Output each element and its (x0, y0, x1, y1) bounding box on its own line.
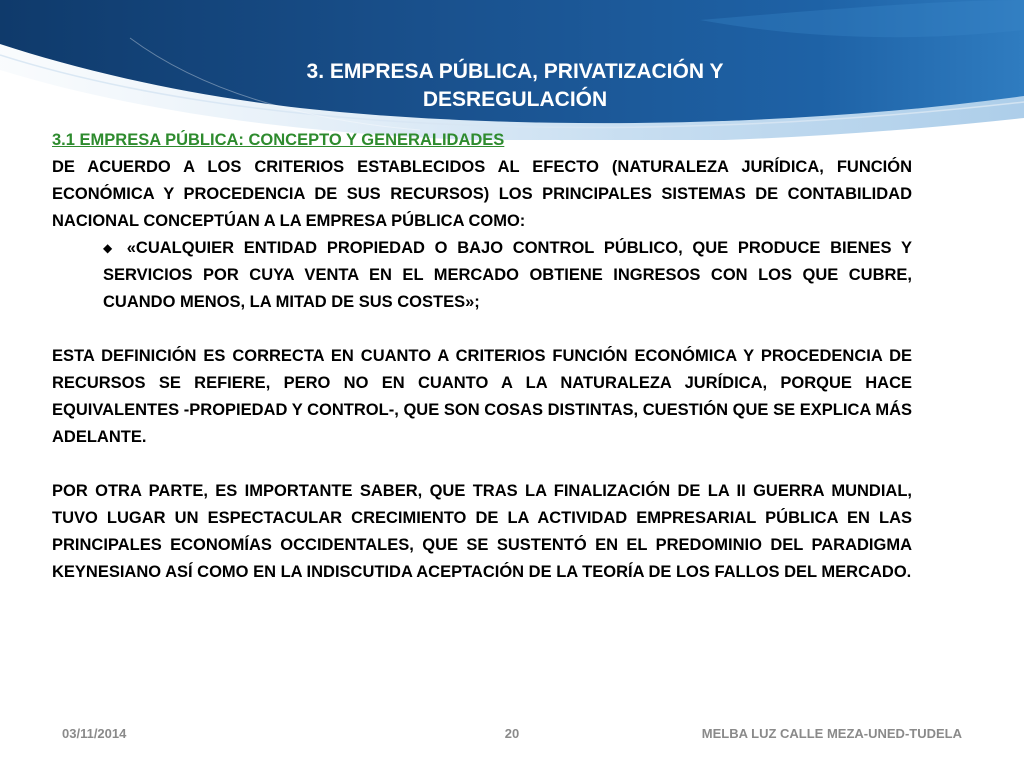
diamond-bullet-icon: ◆ (103, 241, 113, 255)
spacer (52, 316, 912, 343)
slide-title (200, 58, 830, 114)
spacer (52, 451, 912, 478)
footer-author: MELBA LUZ CALLE MEZA-UNED-TUDELA (701, 726, 962, 741)
paragraph-definition-intro: DE ACUERDO A LOS CRITERIOS ESTABLECIDOS AL EFECTO (NATURALEZA JURÍDICA, FUNCIÓN ECONÓMICA Y PROCEDENCIA DE SUS RECURSOS) LOS PRINCIPALES SISTEMAS DE CONTABILIDAD NACIONAL CONCEPTÚAN A LA EMPRESA PÚBLICA COMO: (52, 158, 912, 230)
paragraph-definition-critique: ESTA DEFINICIÓN ES CORRECTA EN CUANTO A CRITERIOS FUNCIÓN ECONÓMICA Y PROCEDENCIA DE RECURSOS SE REFIERE, PERO NO EN CUANTO A LA NATURALEZA JURÍDICA, PORQUE HACE EQUIVALENTES -PROPIEDAD Y CONTROL-, QUE SON COSAS DISTINTAS, CUESTIÓN QUE SE EXPLICA MÁS ADELANTE. (52, 347, 912, 446)
slide-title-line1: 3. EMPRESA PÚBLICA, PRIVATIZACIÓN Y (306, 60, 724, 83)
paragraph-historical-context: POR OTRA PARTE, ES IMPORTANTE SABER, QUE TRAS LA FINALIZACIÓN DE LA II GUERRA MUNDIAL, TUVO LUGAR UN ESPECTACULAR CRECIMIENTO DE LA ACTIVIDAD EMPRESARIAL PÚBLICA EN LAS PRINCIPALES ECONOMÍAS OCCIDENTALES, QUE SE SUSTENTÓ EN EL PREDOMINIO DEL PARADIGMA KEYNESIANO ASÍ COMO EN LA INDISCUTIDA ACEPTACIÓN DE LA TEORÍA DE LOS FALLOS DEL MERCADO. (52, 482, 912, 581)
footer-page-number: 20 (504, 726, 520, 741)
slide-title-line2: DESREGULACIÓN (422, 88, 608, 111)
bullet-quote-text: «CUALQUIER ENTIDAD PROPIEDAD O BAJO CONTROL PÚBLICO, QUE PRODUCE BIENES Y SERVICIOS POR CUYA VENTA EN EL MERCADO OBTIENE INGRESOS CON LOS QUE CUBRE, CUANDO MENOS, LA MITAD DE SUS COSTES»; (103, 239, 913, 311)
section-heading: 3.1 EMPRESA PÚBLICA: CONCEPTO Y GENERALIDADES (52, 131, 505, 149)
bullet-quote (103, 235, 912, 316)
footer-date: 03/11/2014 (62, 726, 127, 741)
slide-body (52, 127, 912, 586)
